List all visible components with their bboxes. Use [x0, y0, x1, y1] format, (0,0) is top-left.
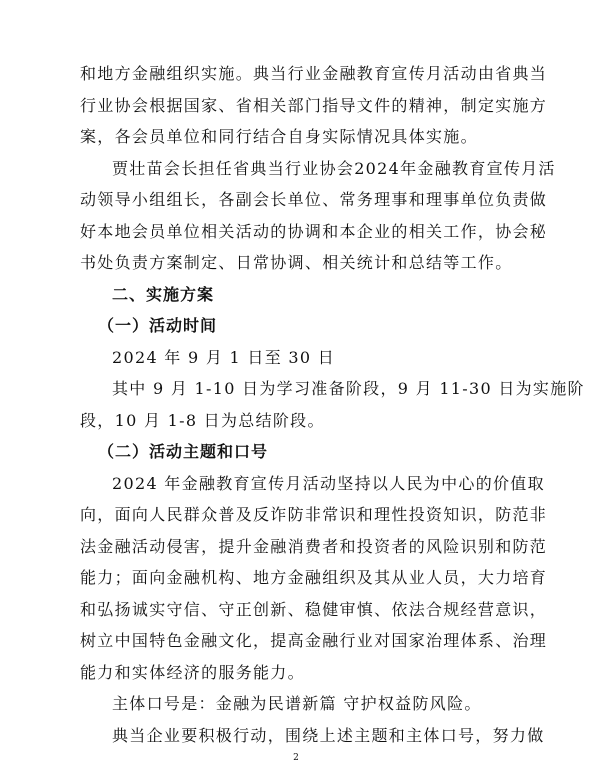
activity-date: 2024 年 9 月 1 日至 30 日: [112, 348, 336, 367]
subsection-heading-time: （一）活动时间: [98, 316, 218, 335]
paragraph-line: 能力；面向金融机构、地方金融组织及其从业人员，大力培育: [80, 568, 548, 587]
paragraph-line: 和弘扬诚实守信、守正创新、稳健审慎、依法合规经营意识，: [80, 600, 548, 619]
paragraph-line: 2024 年金融教育宣传月活动坚持以人民为中心的价值取: [112, 474, 545, 493]
paragraph-line: 能力和实体经济的服务能力。: [80, 663, 305, 682]
paragraph-line: 贾壮苗会长担任省典当行业协会2024年金融教育宣传月活: [112, 159, 556, 178]
paragraph-line: 好本地会员单位相关活动的协调和本企业的相关工作，协会秘: [80, 222, 548, 241]
page-number: 2: [293, 753, 299, 763]
subsection-heading-theme: （二）活动主题和口号: [98, 442, 269, 461]
slogan-line: 主体口号是：金融为民谱新篇 守护权益防风险。: [112, 694, 482, 713]
paragraph-line: 典当企业要积极行动，围绕上述主题和主体口号，努力做: [112, 726, 545, 745]
paragraph-line: 书处负责方案制定、日常协调、相关统计和总结等工作。: [80, 253, 513, 272]
section-heading: 二、实施方案: [112, 285, 215, 304]
paragraph-line: 向，面向人民群众普及反诈防非常识和理性投资知识，防范非: [80, 505, 548, 524]
paragraph-line: 案，各会员单位和同行结合自身实际情况具体实施。: [80, 127, 478, 146]
paragraph-line: 动领导小组组长，各副会长单位、常务理事和理事单位负责做: [80, 190, 548, 209]
paragraph-line: 段，10 月 1-8 日为总结阶段。: [80, 411, 325, 430]
paragraph-line: 行业协会根据国家、省相关部门指导文件的精神，制定实施方: [80, 96, 548, 115]
paragraph-line: 其中 9 月 1-10 日为学习准备阶段，9 月 11-30 日为实施阶: [112, 379, 585, 398]
paragraph-line: 树立中国特色金融文化，提高金融行业对国家治理体系、治理: [80, 631, 548, 650]
paragraph-line: 法金融活动侵害，提升金融消费者和投资者的风险识别和防范: [80, 537, 548, 556]
paragraph-line: 和地方金融组织实施。典当行业金融教育宣传月活动由省典当: [80, 64, 548, 83]
